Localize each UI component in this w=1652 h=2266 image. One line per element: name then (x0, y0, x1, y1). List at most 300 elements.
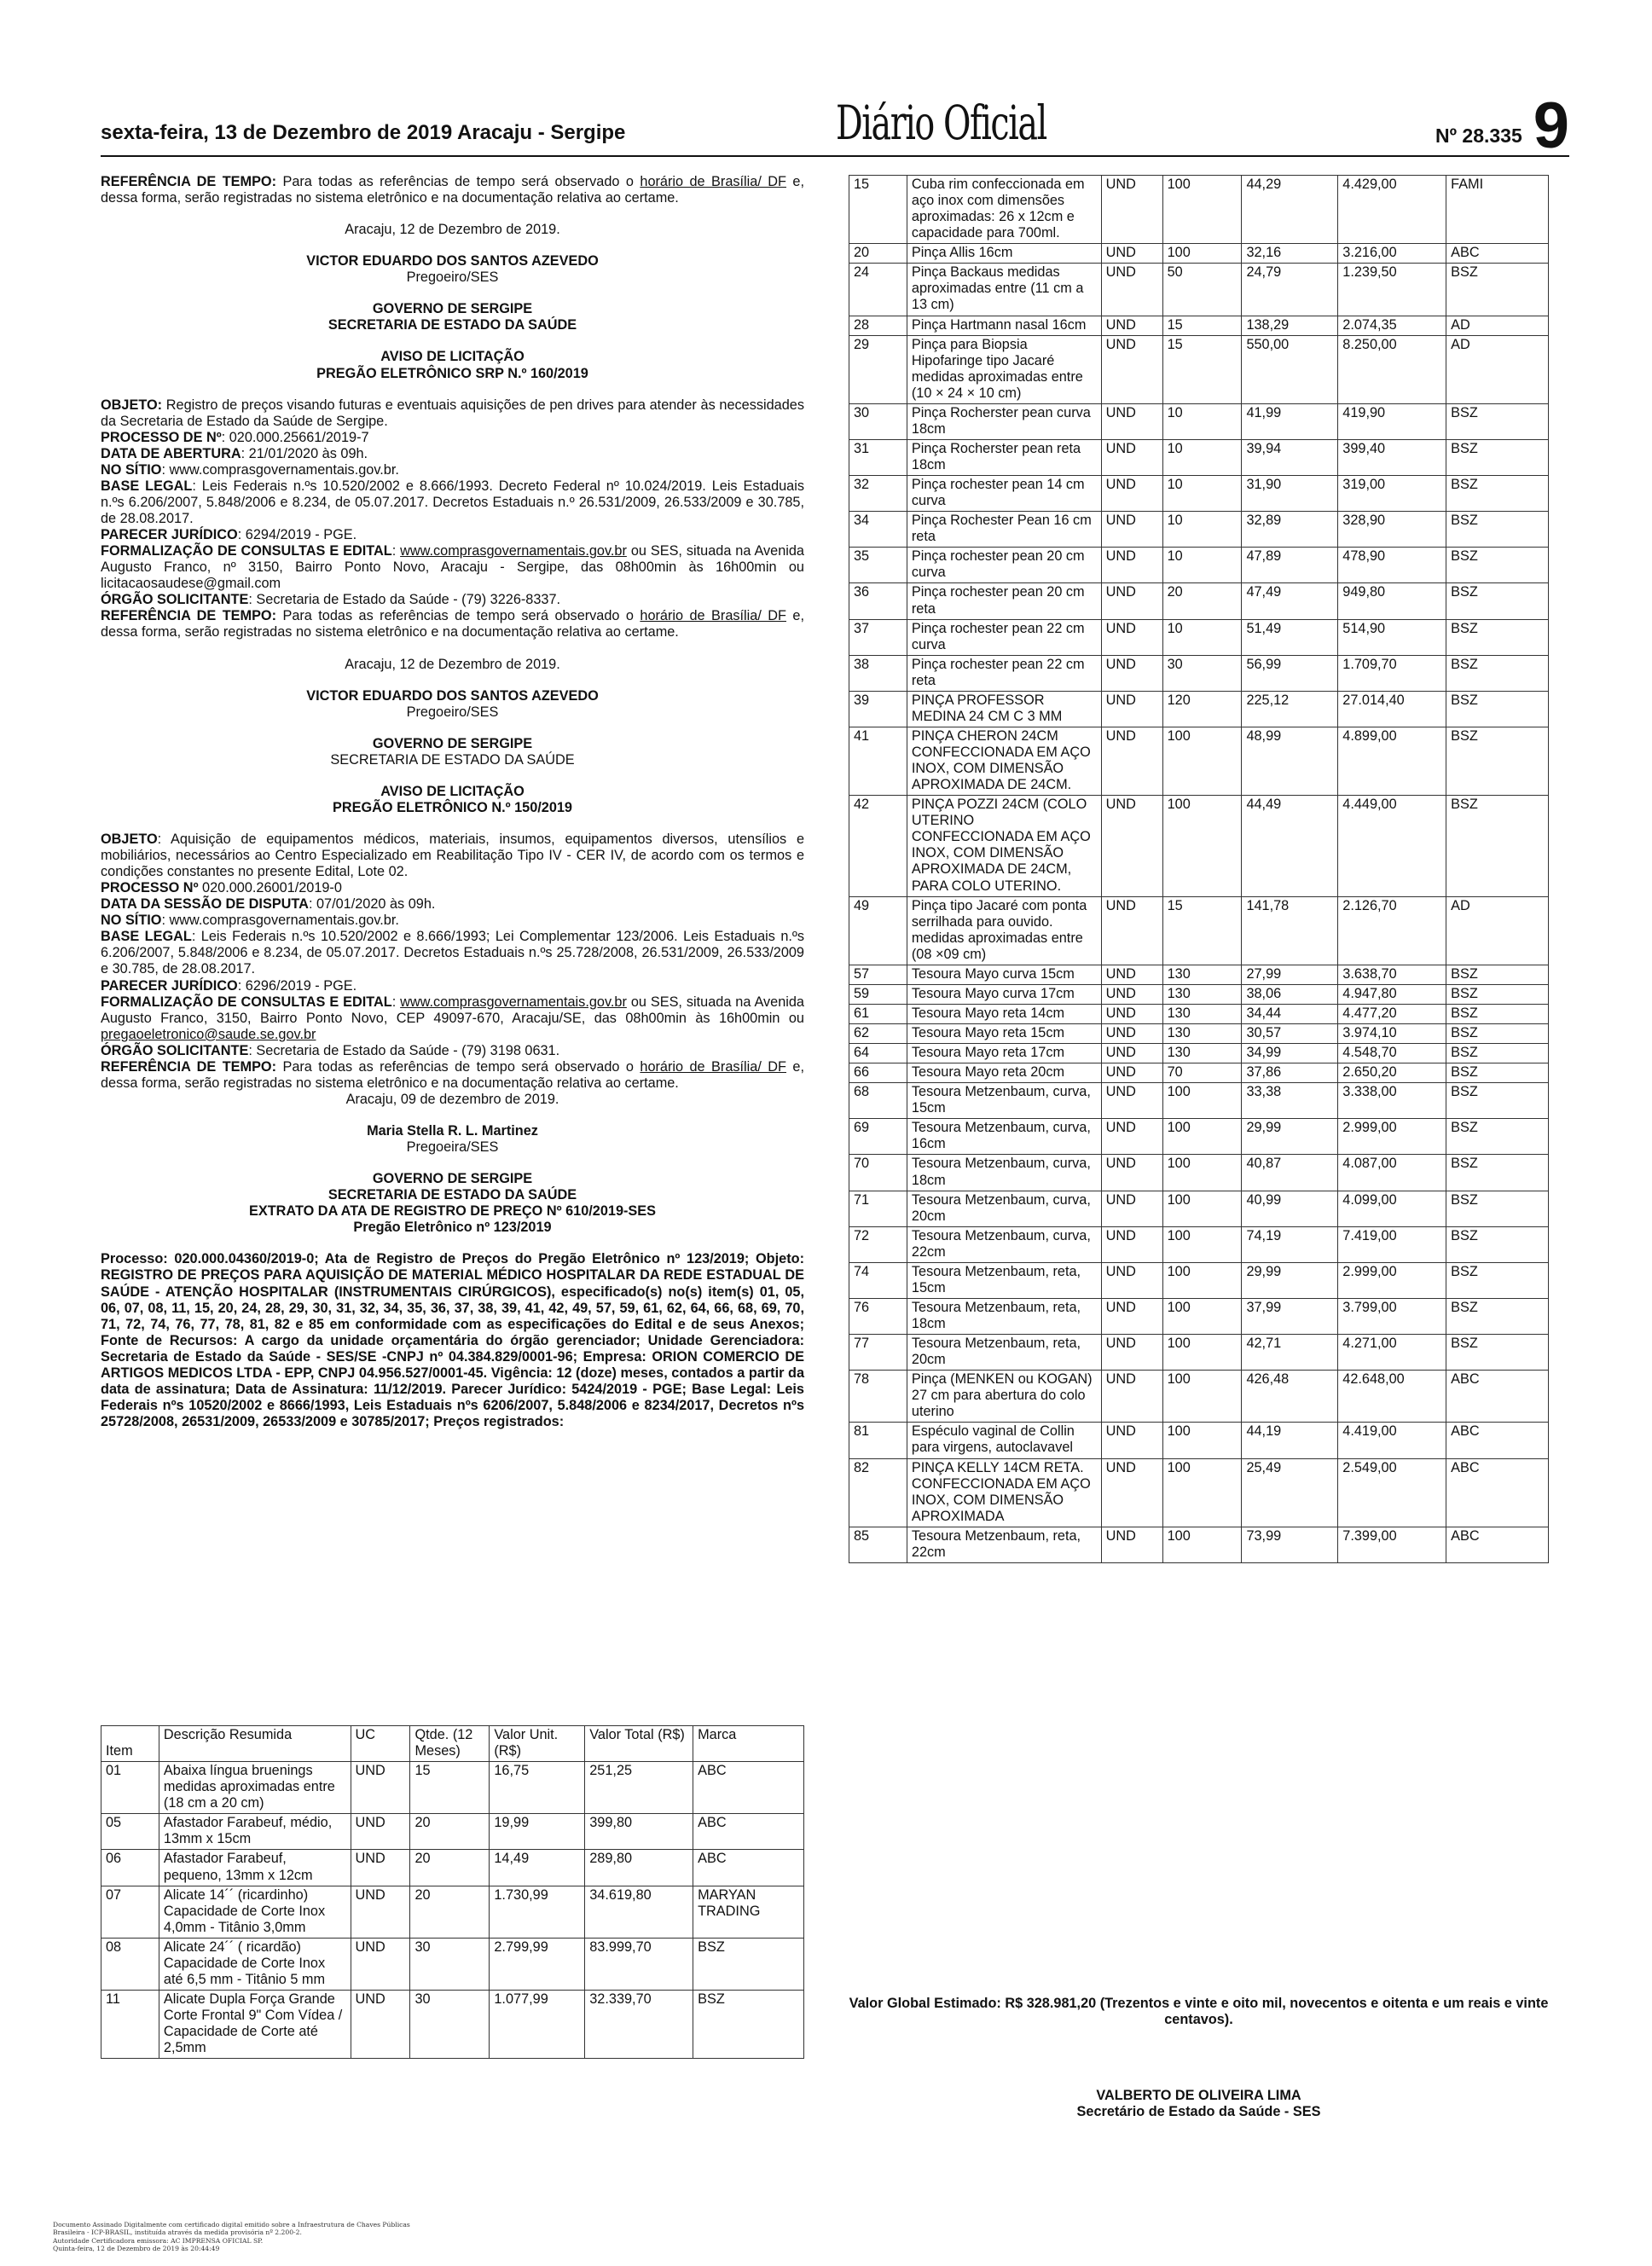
cell-quantity: 100 (1162, 1083, 1242, 1119)
cell-quantity: 130 (1162, 984, 1242, 1004)
cell-unit: UND (1101, 796, 1162, 896)
cell-total-value: 3.974,10 (1338, 1024, 1446, 1044)
cell-unit: UND (1101, 403, 1162, 439)
cell-unit: UND (1101, 1226, 1162, 1262)
formalizacao-3: FORMALIZAÇÃO DE CONSULTAS E EDITAL: www.comprasgovernamentais.gov.br ou SES, situada na Avenida Augusto Franco, 3150, Bairro Ponto Novo, CEP 49097-670, Aracaju/SE, das 08h00min às 16h00min ou pregaoeletronico@saude.se.gov.br (101, 994, 804, 1042)
sec-heading-4: SECRETARIA DE ESTADO DA SAÚDE (328, 1187, 577, 1203)
cell-quantity: 100 (1162, 176, 1242, 244)
cell-total-value: 399,80 (585, 1814, 693, 1850)
page-header (101, 90, 1569, 162)
cell-quantity: 120 (1162, 691, 1242, 727)
cell-unit-value: 47,89 (1242, 548, 1338, 583)
cell-description: Alicate 14´´ (ricardinho) Capacidade de Corte Inox 4,0mm - Titânio 3,0mm (159, 1886, 351, 1938)
cell-total-value: 7.399,00 (1338, 1527, 1446, 1562)
cell-description: Pinça Hartmann nasal 16cm (907, 316, 1101, 335)
cell-item: 49 (849, 896, 907, 965)
secretary-signature (849, 2088, 1549, 2120)
cell-description: Afastador Farabeuf, médio, 13mm x 15cm (159, 1814, 351, 1850)
table-row (849, 583, 1549, 619)
extrato-heading-4: EXTRATO DA ATA DE REGISTRO DE PREÇO Nº 610/2019-SES (249, 1203, 656, 1220)
cell-brand: ABC (693, 1850, 804, 1886)
cell-unit: UND (1101, 1155, 1162, 1191)
cell-unit: UND (1101, 1024, 1162, 1044)
cell-total-value: 4.477,20 (1338, 1004, 1446, 1023)
cell-quantity: 100 (1162, 1527, 1242, 1562)
cell-description: Tesoura Metzenbaum, curva, 22cm (907, 1226, 1101, 1262)
cell-description: Tesoura Metzenbaum, reta, 18cm (907, 1298, 1101, 1334)
cell-item: 28 (849, 316, 907, 335)
cell-item: 08 (101, 1938, 159, 1990)
cell-description: Tesoura Metzenbaum, reta, 20cm (907, 1335, 1101, 1371)
cell-brand: BSZ (1446, 1024, 1549, 1044)
cell-item: 35 (849, 548, 907, 583)
cell-total-value: 4.087,00 (1338, 1155, 1446, 1191)
cell-description: Tesoura Metzenbaum, curva, 16cm (907, 1119, 1101, 1155)
cell-description: Espéculo vaginal de Collin para virgens, autoclavavel (907, 1423, 1101, 1458)
cell-item: 70 (849, 1155, 907, 1191)
cell-total-value: 1.239,50 (1338, 264, 1446, 316)
table-row (849, 316, 1549, 335)
cell-total-value: 27.014,40 (1338, 691, 1446, 727)
cell-unit-value: 38,06 (1242, 984, 1338, 1004)
cell-unit-value: 32,89 (1242, 512, 1338, 548)
parecer-3: PARECER JURÍDICO: 6296/2019 - PGE. (101, 977, 357, 994)
table-row (101, 1762, 804, 1814)
table-row (101, 1886, 804, 1938)
cell-unit-value: 16,75 (490, 1762, 585, 1814)
table-row (849, 796, 1549, 896)
col-header-quantity: Qtde. (12 Meses) (410, 1726, 490, 1762)
cell-quantity: 100 (1162, 244, 1242, 264)
cell-brand: AD (1446, 316, 1549, 335)
header-date: sexta-feira, 13 de Dezembro de 2019 Aracaju - Sergipe (101, 121, 626, 144)
cell-quantity: 10 (1162, 476, 1242, 512)
cell-total-value: 3.638,70 (1338, 965, 1446, 984)
cell-unit: UND (1101, 1335, 1162, 1371)
cell-quantity: 100 (1162, 1423, 1242, 1458)
table-row (101, 1814, 804, 1850)
cell-unit: UND (1101, 727, 1162, 795)
orgao-2: ÓRGÃO SOLICITANTE: Secretaria de Estado da Saúde - (79) 3226-8337. (101, 592, 561, 608)
footer-line: Documento Assinado Digitalmente com certificado digital emitido sobre a Infraestrutura de Chaves Públicas (53, 2221, 410, 2228)
cell-quantity: 10 (1162, 403, 1242, 439)
cell-unit-value: 138,29 (1242, 316, 1338, 335)
cell-brand: BSZ (1446, 439, 1549, 475)
cell-description: Pinça Rocherster pean reta 18cm (907, 439, 1101, 475)
table-row (849, 335, 1549, 403)
cell-brand: BSZ (1446, 583, 1549, 619)
cell-total-value: 399,40 (1338, 439, 1446, 475)
cell-total-value: 4.548,70 (1338, 1044, 1446, 1063)
cell-item: 68 (849, 1083, 907, 1119)
cell-unit: UND (1101, 335, 1162, 403)
table-row (849, 244, 1549, 264)
edital-link-2[interactable]: www.comprasgovernamentais.gov.br (400, 543, 627, 559)
cell-unit-value: 37,86 (1242, 1063, 1338, 1083)
cell-description: Pinça Allis 16cm (907, 244, 1101, 264)
table-row (849, 176, 1549, 244)
cell-item: 64 (849, 1044, 907, 1063)
cell-item: 30 (849, 403, 907, 439)
cell-item: 82 (849, 1458, 907, 1527)
cell-brand: ABC (693, 1762, 804, 1814)
formalizacao-2: FORMALIZAÇÃO DE CONSULTAS E EDITAL: www.comprasgovernamentais.gov.br ou SES, situada na Avenida Augusto Franco, nº 3150, Bairro Ponto Novo, Aracaju - Sergipe, das 08h00min às 16h00min ou licitacaosaudese@gmail.com (101, 543, 804, 592)
cell-description: Alicate 24´´ ( ricardão) Capacidade de Corte Inox até 6,5 mm - Titânio 5 mm (159, 1938, 351, 1990)
sitio-3: NO SÍTIO: www.comprasgovernamentais.gov.br. (101, 913, 399, 929)
cell-description: PINÇA POZZI 24CM (COLO UTERINO CONFECCIONADA EM AÇO INOX, COM DIMENSÃO APROXIMADA DE 24CM, PARA COLO UTERINO. (907, 796, 1101, 896)
cell-brand: BSZ (1446, 1155, 1549, 1191)
gov-heading-2: GOVERNO DE SERGIPE (372, 301, 533, 317)
table-row (849, 439, 1549, 475)
cell-quantity: 100 (1162, 1298, 1242, 1334)
cell-description: Tesoura Mayo reta 15cm (907, 1024, 1101, 1044)
cell-unit: UND (1101, 176, 1162, 244)
cell-total-value: 1.709,70 (1338, 655, 1446, 691)
cell-quantity: 20 (410, 1850, 490, 1886)
processo-3: PROCESSO Nº 020.000.26001/2019-0 (101, 880, 342, 896)
cell-quantity: 130 (1162, 1004, 1242, 1023)
footer-line: Autoridade Certificadora emissora: AC IMPRENSA OFICIAL SP. (53, 2236, 264, 2245)
cell-total-value: 328,90 (1338, 512, 1446, 548)
cell-unit: UND (1101, 264, 1162, 316)
cell-unit: UND (1101, 439, 1162, 475)
cell-unit-value: 2.799,99 (490, 1938, 585, 1990)
cell-brand: BSZ (1446, 691, 1549, 727)
place-date-1: Aracaju, 12 de Dezembro de 2019. (345, 222, 560, 238)
cell-brand: ABC (1446, 1371, 1549, 1423)
cell-brand: BSZ (1446, 1298, 1549, 1334)
cell-total-value: 4.429,00 (1338, 176, 1446, 244)
objeto-2: OBJETO: Registro de preços visando futuras e eventuais aquisições de pen drives para atender às necessidades da Secretaria de Estado da Saúde de Sergipe. (101, 397, 804, 429)
cell-unit-value: 34,99 (1242, 1044, 1338, 1063)
signer-role-1: Pregoeiro/SES (406, 269, 499, 286)
cell-total-value: 2.549,00 (1338, 1458, 1446, 1527)
cell-brand: BSZ (1446, 1044, 1549, 1063)
cell-total-value: 4.271,00 (1338, 1335, 1446, 1371)
cell-unit-value: 48,99 (1242, 727, 1338, 795)
cell-brand: BSZ (1446, 548, 1549, 583)
cell-brand: ABC (1446, 1423, 1549, 1458)
cell-description: Pinça Backaus medidas aproximadas entre (11 cm a 13 cm) (907, 264, 1101, 316)
cell-total-value: 319,00 (1338, 476, 1446, 512)
cell-brand: BSZ (1446, 1083, 1549, 1119)
cell-unit-value: 426,48 (1242, 1371, 1338, 1423)
cell-unit: UND (1101, 1458, 1162, 1527)
cell-unit: UND (1101, 965, 1162, 984)
cell-unit-value: 29,99 (1242, 1119, 1338, 1155)
cell-total-value: 3.216,00 (1338, 244, 1446, 264)
cell-description: PINÇA PROFESSOR MEDINA 24 CM C 3 MM (907, 691, 1101, 727)
cell-item: 77 (849, 1335, 907, 1371)
cell-brand: BSZ (1446, 1226, 1549, 1262)
cell-total-value: 32.339,70 (585, 1990, 693, 2058)
time-reference-3: REFERÊNCIA DE TEMPO: Para todas as referências de tempo será observado o horário de Brasília/ DF e, dessa forma, serão registradas no sistema eletrônico e na documentação relativa ao certame. (101, 1058, 804, 1091)
aviso-heading-2: AVISO DE LICITAÇÃO (380, 349, 525, 365)
cell-item: 42 (849, 796, 907, 896)
cell-item: 36 (849, 583, 907, 619)
cell-item: 66 (849, 1063, 907, 1083)
cell-description: Tesoura Metzenbaum, curva, 15cm (907, 1083, 1101, 1119)
cell-description: Alicate Dupla Força Grande Corte Frontal 9" Com Vídea / Capacidade de Corte até 2,5mm (159, 1990, 351, 2058)
cell-unit-value: 141,78 (1242, 896, 1338, 965)
cell-total-value: 2.074,35 (1338, 316, 1446, 335)
table-header-row (101, 1726, 804, 1762)
valor-global: Valor Global Estimado: R$ 328.981,20 (Trezentos e vinte e oito mil, novecentos e oitenta e um reais e vinte centavos). (849, 1996, 1549, 2028)
table-row (849, 548, 1549, 583)
cell-description: PINÇA KELLY 14CM RETA. CONFECCIONADA EM AÇO INOX, COM DIMENSÃO APROXIMADA (907, 1458, 1101, 1527)
cell-total-value: 8.250,00 (1338, 335, 1446, 403)
cell-unit: UND (1101, 1063, 1162, 1083)
cell-item: 71 (849, 1191, 907, 1226)
cell-item: 81 (849, 1423, 907, 1458)
time-reference-2: REFERÊNCIA DE TEMPO: Para todas as referências de tempo será observado o horário de Brasília/ DF e, dessa forma, serão registradas no sistema eletrônico e na documentação relativa ao certame. (101, 608, 804, 640)
cell-quantity: 15 (1162, 316, 1242, 335)
col-header-unit: UC (351, 1726, 410, 1762)
cell-quantity: 30 (410, 1990, 490, 2058)
cell-brand: ABC (693, 1814, 804, 1850)
table-row (849, 1119, 1549, 1155)
cell-total-value: 4.419,00 (1338, 1423, 1446, 1458)
cell-quantity: 20 (410, 1886, 490, 1938)
cell-total-value: 3.338,00 (1338, 1083, 1446, 1119)
cell-total-value: 34.619,80 (585, 1886, 693, 1938)
cell-unit: UND (1101, 244, 1162, 264)
cell-unit-value: 34,44 (1242, 1004, 1338, 1023)
cell-total-value: 514,90 (1338, 619, 1446, 655)
cell-unit: UND (351, 1850, 410, 1886)
table-row (849, 619, 1549, 655)
cell-quantity: 100 (1162, 1191, 1242, 1226)
cell-unit-value: 42,71 (1242, 1335, 1338, 1371)
cell-unit: UND (1101, 1371, 1162, 1423)
table-row (849, 691, 1549, 727)
cell-unit-value: 44,49 (1242, 796, 1338, 896)
cell-description: Tesoura Metzenbaum, curva, 20cm (907, 1191, 1101, 1226)
signer-role-3: Pregoeira/SES (406, 1139, 499, 1156)
prices-table-left (101, 1725, 804, 2059)
cell-quantity: 100 (1162, 1119, 1242, 1155)
cell-unit: UND (1101, 984, 1162, 1004)
aviso-heading-3: AVISO DE LICITAÇÃO (380, 783, 525, 799)
cell-total-value: 4.099,00 (1338, 1191, 1446, 1226)
orgao-3: ÓRGÃO SOLICITANTE: Secretaria de Estado da Saúde - (79) 3198 0631. (101, 1042, 560, 1058)
cell-total-value: 949,80 (1338, 583, 1446, 619)
cell-unit: UND (1101, 896, 1162, 965)
cell-quantity: 50 (1162, 264, 1242, 316)
cell-unit-value: 550,00 (1242, 335, 1338, 403)
cell-description: Pinça rochester pean 22 cm reta (907, 655, 1101, 691)
cell-brand: BSZ (1446, 619, 1549, 655)
table-row (849, 1083, 1549, 1119)
table-row (849, 965, 1549, 984)
cell-description: Tesoura Metzenbaum, reta, 15cm (907, 1262, 1101, 1298)
cell-unit: UND (351, 1762, 410, 1814)
table-row (849, 655, 1549, 691)
left-column (101, 174, 804, 1430)
cell-unit-value: 31,90 (1242, 476, 1338, 512)
cell-brand: BSZ (1446, 1335, 1549, 1371)
cell-brand: BSZ (1446, 476, 1549, 512)
prices-table-right (849, 175, 1549, 1563)
table-row (849, 1226, 1549, 1262)
cell-total-value: 42.648,00 (1338, 1371, 1446, 1423)
cell-unit: UND (351, 1814, 410, 1850)
base-legal-2: BASE LEGAL: Leis Federais n.ºs 10.520/2002 e 8.666/1993. Decreto Federal nº 10.024/2019. Leis Estaduais n.ºs 6.206/2007, 5.848/2006 e 8.234, de 05.07.2017. Decretos Estaduais n.º 26.531/2009, 26.533/2009 e 30.785, de 28.08.2017. (101, 478, 804, 526)
edital-link-3[interactable]: www.comprasgovernamentais.gov.br (400, 994, 627, 1010)
table-row (849, 1527, 1549, 1562)
cell-unit: UND (1101, 1262, 1162, 1298)
cell-unit: UND (1101, 1119, 1162, 1155)
cell-unit: UND (1101, 655, 1162, 691)
cell-item: 37 (849, 619, 907, 655)
pregao-heading-2: PREGÃO ELETRÔNICO SRP N.º 160/2019 (316, 365, 588, 381)
sitio-2: NO SÍTIO: www.comprasgovernamentais.gov.br. (101, 461, 399, 478)
cell-item: 57 (849, 965, 907, 984)
cell-total-value: 4.899,00 (1338, 727, 1446, 795)
cell-brand: BSZ (1446, 512, 1549, 548)
cell-description: Abaixa língua bruenings medidas aproximadas entre (18 cm a 20 cm) (159, 1762, 351, 1814)
signer-name-3: Maria Stella R. L. Martinez (367, 1123, 538, 1139)
cell-unit: UND (351, 1886, 410, 1938)
cell-item: 06 (101, 1850, 159, 1886)
cell-item: 61 (849, 1004, 907, 1023)
cell-quantity: 10 (1162, 439, 1242, 475)
cell-item: 72 (849, 1226, 907, 1262)
cell-total-value: 2.650,20 (1338, 1063, 1446, 1083)
cell-brand: BSZ (1446, 1119, 1549, 1155)
cell-quantity: 100 (1162, 1458, 1242, 1527)
cell-description: Tesoura Mayo curva 15cm (907, 965, 1101, 984)
cell-brand: ABC (1446, 244, 1549, 264)
cell-item: 41 (849, 727, 907, 795)
cell-description: PINÇA CHERON 24CM CONFECCIONADA EM AÇO INOX, COM DIMENSÃO APROXIMADA DE 24CM. (907, 727, 1101, 795)
cell-item: 32 (849, 476, 907, 512)
cell-brand: BSZ (693, 1990, 804, 2058)
cell-unit-value: 73,99 (1242, 1527, 1338, 1562)
cell-unit-value: 30,57 (1242, 1024, 1338, 1044)
signer-name-2: VICTOR EDUARDO DOS SANTOS AZEVEDO (306, 687, 599, 704)
footer-line: Brasileira - ICP-BRASIL, instituída através da medida provisória nº 2.200-2. (53, 2228, 302, 2237)
cell-description: Tesoura Mayo reta 20cm (907, 1063, 1101, 1083)
cell-item: 20 (849, 244, 907, 264)
cell-item: 74 (849, 1262, 907, 1298)
cell-unit-value: 74,19 (1242, 1226, 1338, 1262)
cell-quantity: 70 (1162, 1063, 1242, 1083)
cell-unit: UND (1101, 1083, 1162, 1119)
col-header-brand: Marca (693, 1726, 804, 1762)
cell-description: Pinça rochester pean 20 cm curva (907, 548, 1101, 583)
table-row (849, 984, 1549, 1004)
cell-item: 31 (849, 439, 907, 475)
pregao-heading-4: Pregão Eletrônico nº 123/2019 (353, 1220, 552, 1236)
signer-role-2: Pregoeiro/SES (406, 704, 499, 720)
secretary-role: Secretário de Estado da Saúde - SES (1076, 2104, 1321, 2120)
cell-unit: UND (1101, 583, 1162, 619)
cell-unit: UND (351, 1938, 410, 1990)
cell-unit: UND (1101, 512, 1162, 548)
cell-description: Pinça para Biopsia Hipofaringe tipo Jacaré medidas aproximadas entre (10 × 24 × 10 cm) (907, 335, 1101, 403)
cell-item: 59 (849, 984, 907, 1004)
abertura-2: DATA DE ABERTURA: 21/01/2020 às 09h. (101, 445, 368, 461)
cell-description: Pinça rochester pean 22 cm curva (907, 619, 1101, 655)
cell-description: Pinça rochester pean 14 cm curva (907, 476, 1101, 512)
cell-brand: BSZ (1446, 727, 1549, 795)
sec-heading-3: SECRETARIA DE ESTADO DA SAÚDE (330, 751, 575, 768)
cell-description: Tesoura Mayo curva 17cm (907, 984, 1101, 1004)
cell-item: 38 (849, 655, 907, 691)
cell-unit-value: 41,99 (1242, 403, 1338, 439)
cell-brand: AD (1446, 896, 1549, 965)
cell-quantity: 10 (1162, 619, 1242, 655)
digital-signature-footer (53, 2221, 530, 2253)
cell-unit-value: 44,29 (1242, 176, 1338, 244)
cell-total-value: 3.799,00 (1338, 1298, 1446, 1334)
cell-unit: UND (1101, 1191, 1162, 1226)
col-header-item: Item (101, 1726, 159, 1762)
processo-2: PROCESSO DE Nº: 020.000.25661/2019-7 (101, 429, 369, 445)
sec-heading-2: SECRETARIA DE ESTADO DA SAÚDE (328, 317, 577, 333)
cell-total-value: 478,90 (1338, 548, 1446, 583)
cell-unit-value: 40,87 (1242, 1155, 1338, 1191)
cell-quantity: 30 (1162, 655, 1242, 691)
cell-total-value: 419,90 (1338, 403, 1446, 439)
cell-item: 29 (849, 335, 907, 403)
email-link-3[interactable]: pregaoeletronico@saude.se.gov.br (101, 1026, 316, 1042)
cell-description: Tesoura Mayo reta 14cm (907, 1004, 1101, 1023)
table-row (849, 896, 1549, 965)
table-row (849, 1371, 1549, 1423)
table-row (849, 1458, 1549, 1527)
cell-quantity: 100 (1162, 1226, 1242, 1262)
cell-unit-value: 24,79 (1242, 264, 1338, 316)
cell-quantity: 100 (1162, 1262, 1242, 1298)
cell-item: 62 (849, 1024, 907, 1044)
parecer-2: PARECER JURÍDICO: 6294/2019 - PGE. (101, 527, 357, 543)
table-row (849, 1044, 1549, 1063)
cell-item: 78 (849, 1371, 907, 1423)
pregao-heading-3: PREGÃO ELETRÔNICO N.º 150/2019 (332, 799, 572, 815)
cell-item: 85 (849, 1527, 907, 1562)
cell-unit: UND (351, 1990, 410, 2058)
cell-quantity: 100 (1162, 1335, 1242, 1371)
table-row (849, 1191, 1549, 1226)
cell-quantity: 15 (1162, 335, 1242, 403)
cell-unit-value: 1.730,99 (490, 1886, 585, 1938)
time-reference-1: REFERÊNCIA DE TEMPO: Para todas as referências de tempo será observado o horário de Brasília/ DF e, dessa forma, serão registradas no sistema eletrônico e na documentação relativa ao certame. (101, 174, 804, 206)
table-row (849, 1063, 1549, 1083)
cell-description: Afastador Farabeuf, pequeno, 13mm x 12cm (159, 1850, 351, 1886)
cell-unit-value: 47,49 (1242, 583, 1338, 619)
cell-quantity: 20 (1162, 583, 1242, 619)
extrato-body: Processo: 020.000.04360/2019-0; Ata de Registro de Preços do Pregão Eletrônico nº 123/2019; Objeto: REGISTRO DE PREÇOS PARA AQUISIÇÃO DE MATERIAL MÉDICO HOSPITALAR DA REDE ESTADUAL DE SAÚDE - ATENÇÃO HOSPITALAR (INSTRUMENTAIS CIRÚRGICOS), especificado(s) no(s) item(s) 01, 05, 06, 07, 08, 11, 15, 20, 24, 28, 29, 30, 31, 32, 34, 35, 36, 37, 38, 39, 41, 42, 49, 57, 59, 61, 62, 64, 66, 68, 69, 70, 71, 72, 74, 76, 77, 78, 81, 82 e 85 em conformidade com as especificações do Edital e de seus Anexos; Fonte de Recursos: A cargo da unidade orçamentária do órgão gerenciador; Unidade Gerenciadora: Secretaria de Estado da Saúde - SES/SE -CNPJ nº 04.384.829/0001-96; Empresa: ORION COMERCIO DE ARTIGOS MEDICOS LTDA - EPP, CNPJ 04.956.527/0001-45. Vigência: 12 (doze) meses, contados a partir da data de assinatura; Data de Assinatura: 11/12/2019. Parecer Jurídico: 5424/2019 - PGE; Base Legal: Leis Federais nºs 10520/2002 e 8666/1993, Leis Estaduais nºs 6206/2007, 5.848/2006 e 8234/2017, Decretos nºs 25728/2008, 26531/2009, 26533/2009 e 30785/2017; Preços registrados: (101, 1251, 804, 1429)
cell-brand: FAMI (1446, 176, 1549, 244)
cell-quantity: 20 (410, 1814, 490, 1850)
cell-total-value: 83.999,70 (585, 1938, 693, 1990)
cell-quantity: 15 (410, 1762, 490, 1814)
table-row (849, 1423, 1549, 1458)
table-row (101, 1990, 804, 2058)
cell-unit: UND (1101, 1004, 1162, 1023)
base-legal-3: BASE LEGAL: Leis Federais n.ºs 10.520/2002 e 8.666/1993; Lei Complementar 123/2006. Leis Estaduais n.ºs 6.206/2007, 5.848/2006 e 8.234, de 05.07.2017. Decretos Estaduais n.ºs 25.728/2008, 26.531/2009, 26.533/2009 e 30.785, de 28.08.2017. (101, 929, 804, 977)
cell-item: 11 (101, 1990, 159, 2058)
table-row (849, 1024, 1549, 1044)
cell-description: Tesoura Mayo reta 17cm (907, 1044, 1101, 1063)
cell-brand: BSZ (1446, 1063, 1549, 1083)
cell-unit-value: 19,99 (490, 1814, 585, 1850)
cell-quantity: 10 (1162, 548, 1242, 583)
cell-description: Pinça (MENKEN ou KOGAN) 27 cm para abertura do colo uterino (907, 1371, 1101, 1423)
cell-unit-value: 25,49 (1242, 1458, 1338, 1527)
